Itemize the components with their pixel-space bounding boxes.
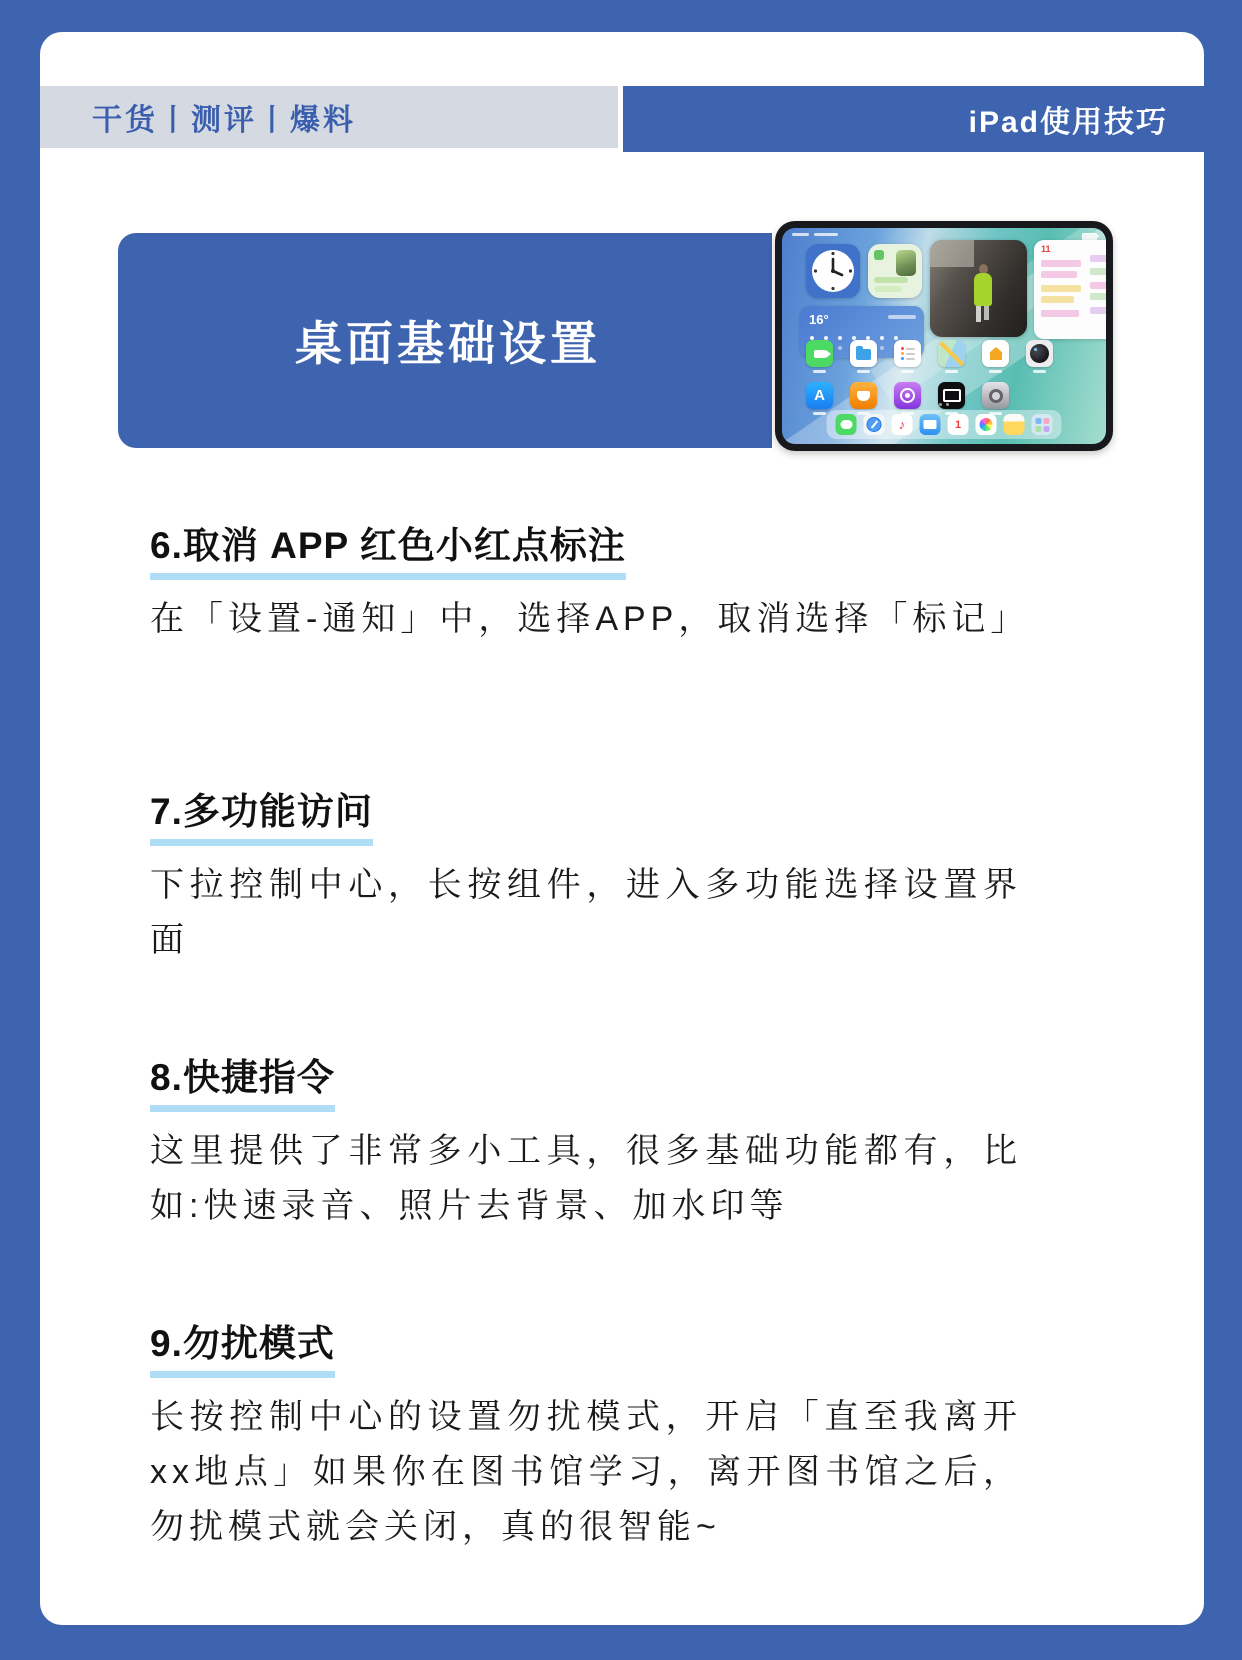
ipad-device [775, 221, 1113, 451]
dock [827, 410, 1062, 439]
header-left-label: 干货丨测评丨爆料 [92, 104, 356, 137]
home-icon [982, 340, 1009, 367]
header-left-tag [40, 86, 618, 148]
files-icon [850, 340, 877, 367]
contacts-chip-icon [874, 250, 884, 260]
section-heading [150, 1047, 1022, 1112]
ipad-photo [772, 203, 1204, 456]
calendar-event-pill [1090, 282, 1106, 289]
settings-icon [982, 382, 1009, 409]
photo-widget [930, 240, 1027, 337]
podcasts-icon [894, 382, 921, 409]
facetime-icon [806, 340, 833, 367]
section-heading-text: 8.快捷指令 [150, 1047, 335, 1112]
tip-section-7 [150, 781, 1022, 968]
calendar-event-pill [1041, 296, 1074, 303]
contacts-widget [868, 244, 922, 298]
contacts-row [874, 277, 908, 283]
notes-icon [1004, 414, 1025, 435]
banner-title: 桌面基础设置 [295, 317, 601, 370]
camera-icon [1026, 340, 1053, 367]
app-grid-row-1 [806, 340, 1053, 373]
calendar-widget [1034, 240, 1106, 339]
calendar-event-pill [1041, 260, 1081, 267]
section-heading [150, 1313, 1022, 1378]
section-heading-text: 6.取消 APP 红色小红点标注 [150, 515, 626, 580]
header-right-label: iPad使用技巧 [968, 106, 1168, 139]
section-body: 这里提供了非常多小工具，很多基础功能都有，比如:快速录音、照片去背景、加水印等 [150, 1132, 1022, 1225]
calendar-event-pill [1090, 255, 1106, 262]
mail-icon [920, 414, 941, 435]
status-bar [792, 233, 838, 236]
clock-widget [806, 244, 860, 298]
messages-icon [836, 414, 857, 435]
header-right-tag [623, 86, 1204, 152]
reminders-icon [894, 340, 921, 367]
tip-section-9 [150, 1313, 1022, 1555]
page-dots [939, 403, 949, 406]
section-heading [150, 515, 1022, 580]
clock-face-icon [811, 249, 855, 293]
section-heading-text: 7.多功能访问 [150, 781, 373, 846]
contacts-row [874, 286, 902, 292]
section-body: 长按控制中心的设置勿扰模式，开启「直至我离开xx地点」如果你在图书馆学习，离开图书馆之后，勿扰模式就会关闭，真的很智能~ [150, 1398, 1022, 1546]
weather-meta-bar [888, 315, 916, 319]
photo-person-boot [984, 306, 989, 320]
calendar-event-pill [1090, 268, 1106, 275]
photos-icon [976, 414, 997, 435]
photo-sky [930, 240, 974, 267]
app-store-icon: A [806, 382, 833, 409]
app-library-icon [1032, 414, 1053, 435]
calendar-event-pill [1090, 307, 1106, 314]
photo-person-jacket [974, 273, 992, 306]
weather-temperature: 16° [809, 312, 829, 327]
section-body: 在「设置-通知」中，选择APP，取消选择「标记」 [150, 600, 1030, 638]
calendar-event-pill [1041, 310, 1079, 317]
calendar-icon: 1 [948, 414, 969, 435]
section-body: 下拉控制中心，长按组件，进入多功能选择设置界面 [150, 866, 1022, 959]
safari-icon [864, 414, 885, 435]
tip-section-6 [150, 515, 1030, 647]
avatar [896, 250, 916, 276]
maps-icon [938, 340, 965, 367]
photo-person-boot [976, 306, 981, 322]
section-heading-text: 9.勿扰模式 [150, 1313, 335, 1378]
calendar-event-pill [1041, 285, 1081, 292]
tip-section-8 [150, 1047, 1022, 1234]
books-icon [850, 382, 877, 409]
music-icon: ♪ [892, 414, 913, 435]
calendar-event-pill [1090, 293, 1106, 300]
calendar-date: 11 [1041, 244, 1051, 254]
ipad-screen [782, 228, 1106, 444]
section-heading [150, 781, 1022, 846]
calendar-event-pill [1041, 271, 1077, 278]
